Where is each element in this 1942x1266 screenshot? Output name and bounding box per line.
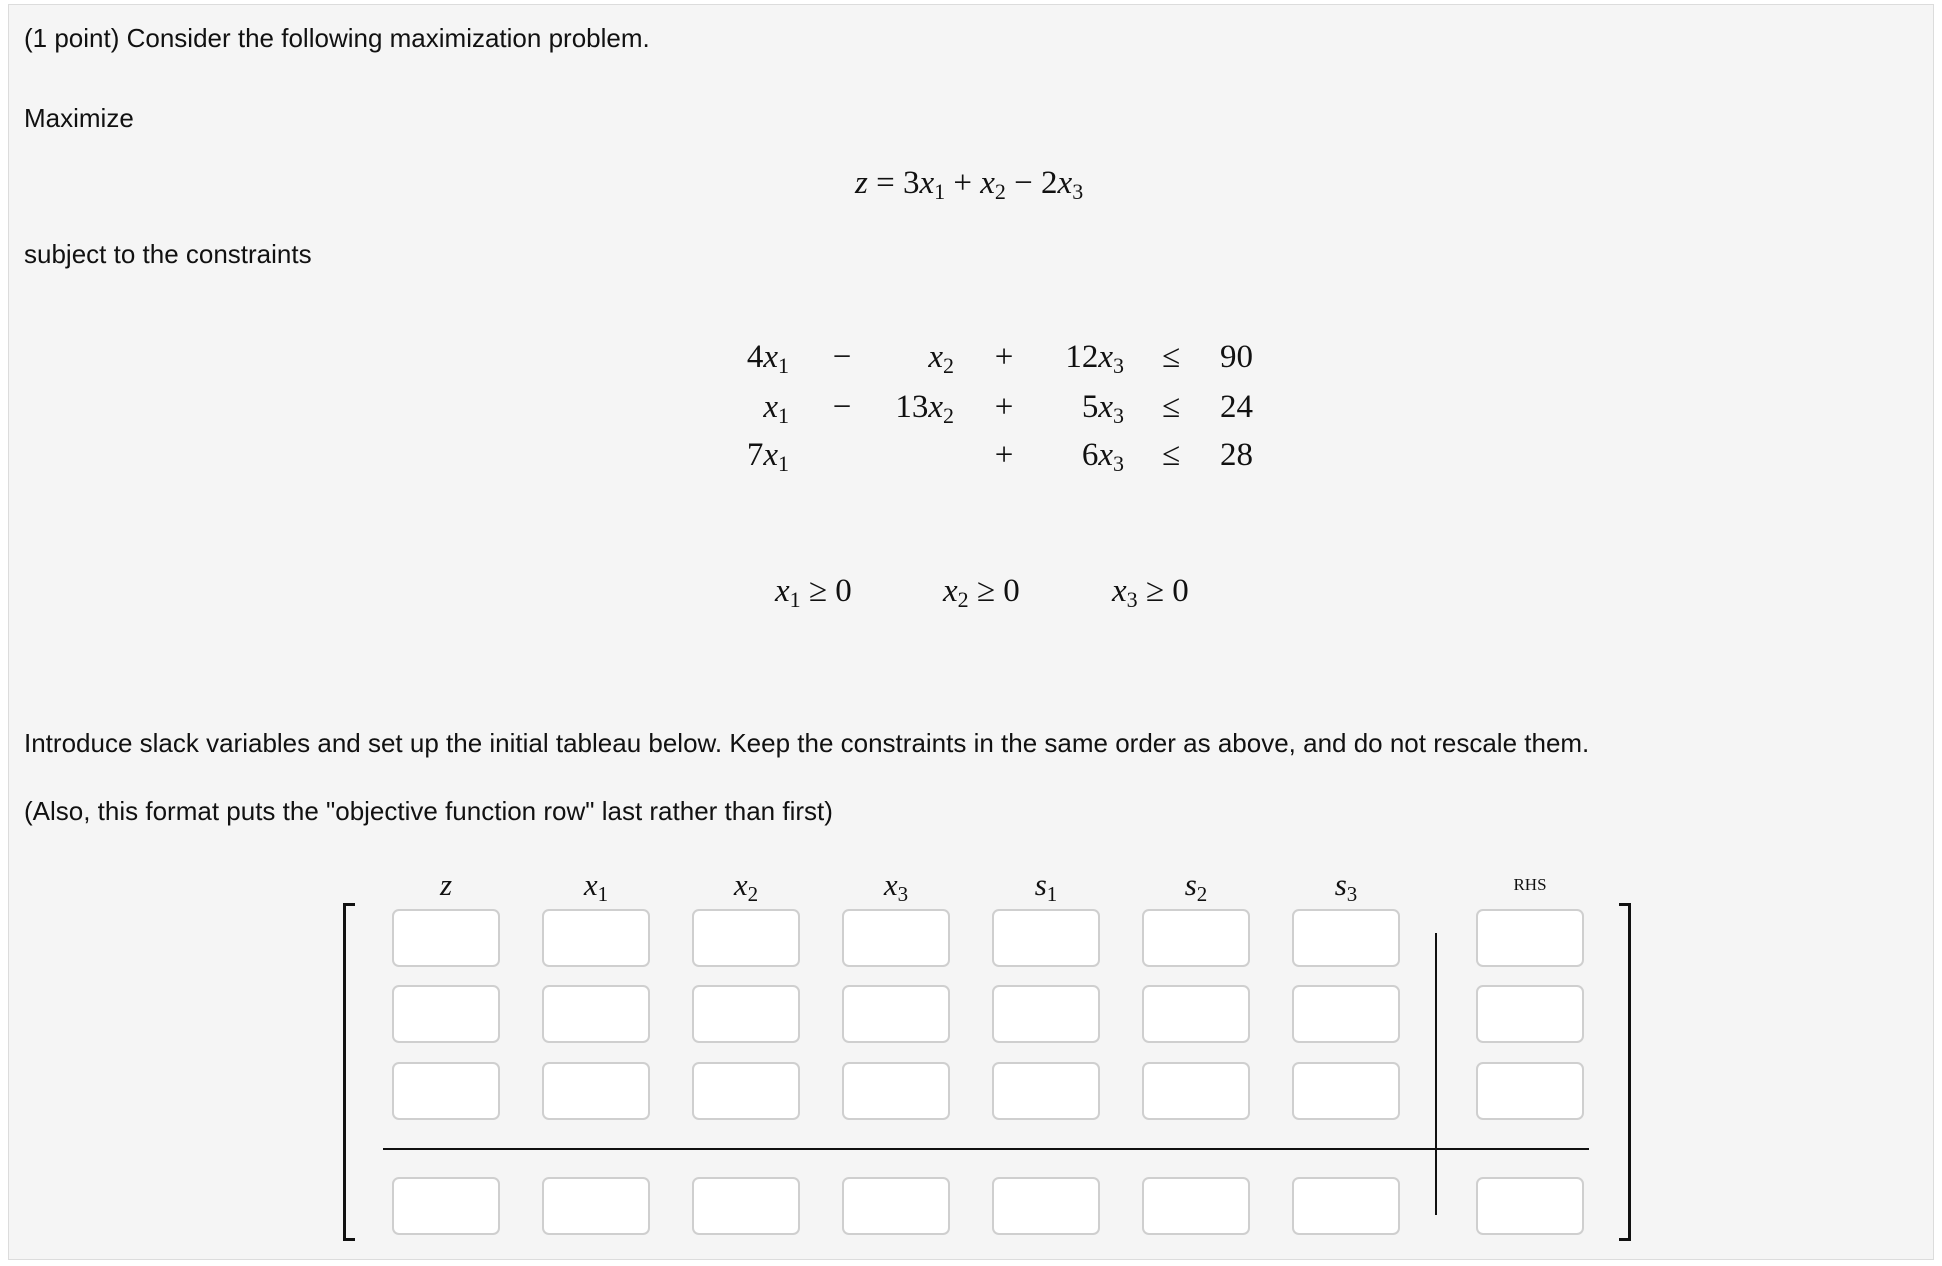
cell-obj-x1[interactable] — [542, 1177, 650, 1235]
left-bracket — [343, 903, 346, 1241]
cell-obj-rhs[interactable] — [1476, 1177, 1584, 1235]
header-x2: $x_2$ — [733, 867, 759, 906]
header-z: z — [439, 867, 453, 902]
constraint-1-term-3: $12x_3$ — [1065, 339, 1124, 378]
rhs-divider — [1435, 933, 1437, 1215]
cell-r2-s3[interactable] — [1292, 985, 1400, 1043]
constraint-2-relation: ≤ — [1161, 389, 1181, 425]
constraint-3-op-2: + — [994, 437, 1014, 473]
constraint-1-rhs: 90 — [1220, 339, 1253, 375]
cell-r2-z[interactable] — [392, 985, 500, 1043]
constraint-1-op-2: + — [994, 339, 1014, 375]
cell-r1-z[interactable] — [392, 909, 500, 967]
constraint-3-term-3: $6x_3$ — [1081, 437, 1124, 476]
cell-r1-s1[interactable] — [992, 909, 1100, 967]
nonneg-x3: $x_3 \ge 0$ — [1112, 573, 1189, 612]
constraint-2-rhs: 24 — [1220, 389, 1253, 425]
question-panel — [8, 4, 1934, 1260]
cell-r3-s2[interactable] — [1142, 1062, 1250, 1120]
objective-row-divider — [383, 1148, 1589, 1150]
nonneg-x2: $x_2 \ge 0$ — [943, 573, 1020, 612]
cell-obj-s2[interactable] — [1142, 1177, 1250, 1235]
cell-obj-x2[interactable] — [692, 1177, 800, 1235]
maximize-label: Maximize — [24, 103, 134, 133]
right-bracket — [1628, 903, 1631, 1241]
constraint-3-rhs: 28 — [1220, 437, 1253, 473]
cell-r3-x2[interactable] — [692, 1062, 800, 1120]
objective-lhs: z — [855, 165, 868, 201]
header-rhs: RHS — [1513, 875, 1547, 894]
cell-obj-z[interactable] — [392, 1177, 500, 1235]
right-bracket-bottom — [1619, 1238, 1631, 1241]
cell-r1-x3[interactable] — [842, 909, 950, 967]
constraint-3-term-1: $7x_1$ — [746, 437, 789, 476]
cell-r1-s2[interactable] — [1142, 909, 1250, 967]
constraint-2-term-3: $5x_3$ — [1081, 389, 1124, 428]
right-bracket-top — [1619, 903, 1631, 906]
cell-r1-x1[interactable] — [542, 909, 650, 967]
instruction-text: Introduce slack variables and set up the initial tableau below. Keep the constraints in the same order as above, and do not rescale them. — [24, 728, 1590, 758]
constraint-1-term-2: $x_2$ — [928, 339, 954, 378]
constraints-label: subject to the constraints — [24, 239, 312, 269]
header-x3: $x_3$ — [883, 867, 909, 906]
constraint-1-term-1: $4x_1$ — [746, 339, 789, 378]
header-x1: $x_1$ — [583, 867, 609, 906]
cell-obj-s1[interactable] — [992, 1177, 1100, 1235]
cell-r2-s1[interactable] — [992, 985, 1100, 1043]
cell-r2-x3[interactable] — [842, 985, 950, 1043]
cell-r2-s2[interactable] — [1142, 985, 1250, 1043]
constraint-2-op-2: + — [994, 389, 1014, 425]
cell-r2-rhs[interactable] — [1476, 985, 1584, 1043]
constraint-2-op-1: − — [832, 389, 852, 425]
question-intro: (1 point) Consider the following maximization problem. — [24, 23, 650, 53]
constraint-2-term-1: $x_1$ — [763, 389, 789, 428]
constraint-3-relation: ≤ — [1161, 437, 1181, 473]
cell-r3-z[interactable] — [392, 1062, 500, 1120]
cell-r1-rhs[interactable] — [1476, 909, 1584, 967]
cell-obj-x3[interactable] — [842, 1177, 950, 1235]
objective-function: $z = 3x_1 + x_2 - 2x_3$ — [855, 165, 1084, 204]
cell-obj-s3[interactable] — [1292, 1177, 1400, 1235]
cell-r1-x2[interactable] — [692, 909, 800, 967]
cell-r3-x1[interactable] — [542, 1062, 650, 1120]
constraint-1-relation: ≤ — [1161, 339, 1181, 375]
header-s1: $s_1$ — [1034, 867, 1058, 906]
cell-r2-x1[interactable] — [542, 985, 650, 1043]
cell-r3-s3[interactable] — [1292, 1062, 1400, 1120]
cell-r1-s3[interactable] — [1292, 909, 1400, 967]
left-bracket-top — [343, 903, 355, 906]
cell-r3-rhs[interactable] — [1476, 1062, 1584, 1120]
constraint-2-term-2: $13x_2$ — [895, 389, 954, 428]
cell-r3-s1[interactable] — [992, 1062, 1100, 1120]
left-bracket-bottom — [343, 1238, 355, 1241]
cell-r3-x3[interactable] — [842, 1062, 950, 1120]
instruction-note: (Also, this format puts the "objective function row" last rather than first) — [24, 796, 833, 826]
cell-r2-x2[interactable] — [692, 985, 800, 1043]
header-s3: $s_3$ — [1334, 867, 1358, 906]
header-s2: $s_2$ — [1184, 867, 1208, 906]
nonneg-x1: $x_1 \ge 0$ — [775, 573, 852, 612]
constraint-1-op-1: − — [832, 339, 852, 375]
